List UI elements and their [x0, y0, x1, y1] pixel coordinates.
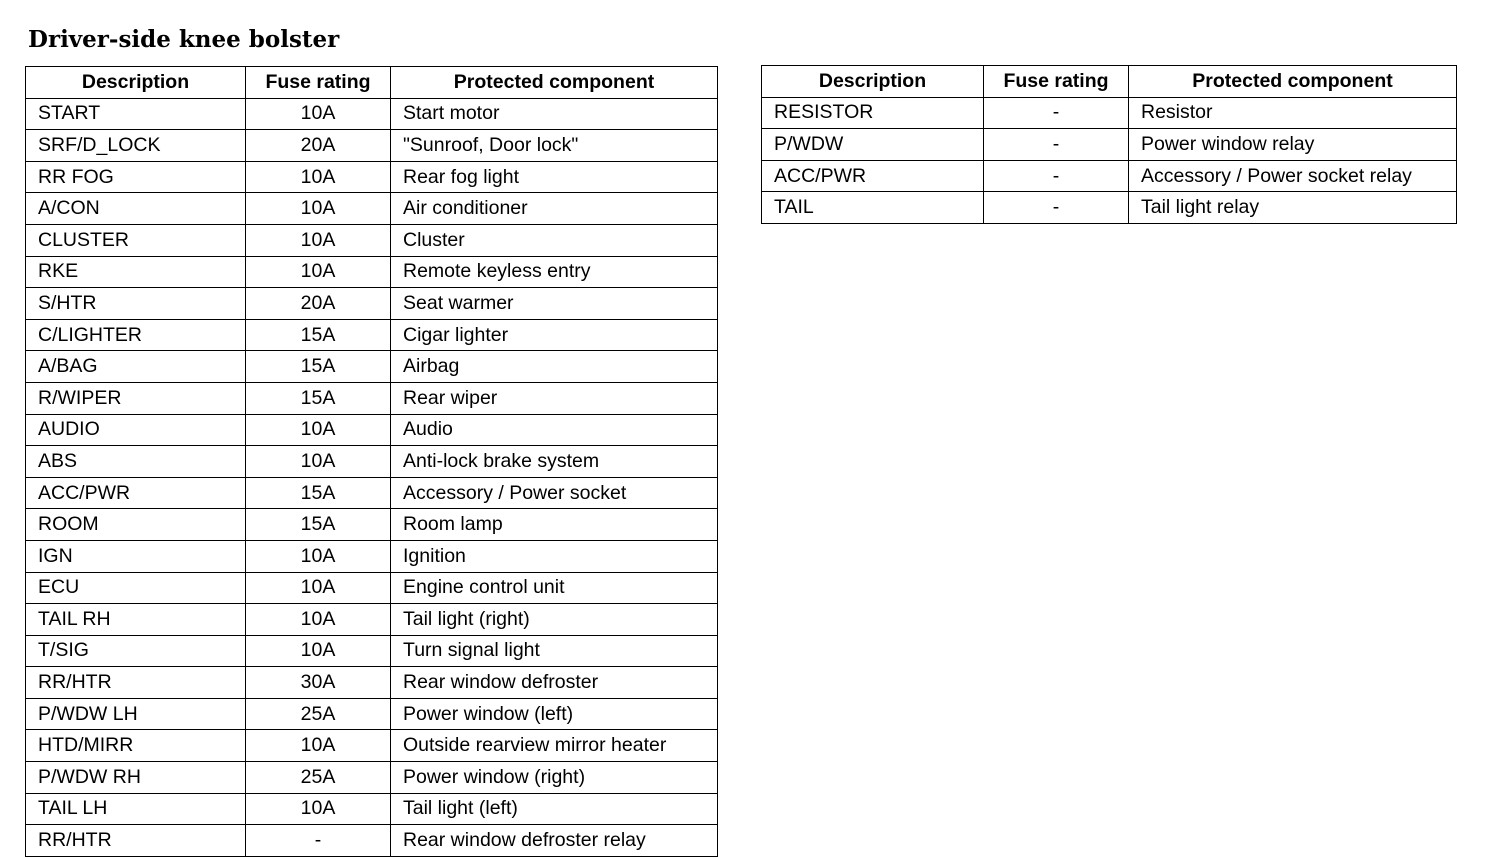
cell-description: HTD/MIRR	[26, 730, 246, 762]
table-header-row	[762, 66, 1457, 98]
cell-protected-component: Airbag	[391, 351, 718, 383]
cell-protected-component: Room lamp	[391, 509, 718, 541]
cell-description: TAIL	[762, 192, 984, 224]
table-row	[26, 351, 718, 383]
cell-description: R/WIPER	[26, 382, 246, 414]
cell-description: S/HTR	[26, 288, 246, 320]
column-header-description: Description	[26, 67, 246, 99]
column-header-protected-component: Protected component	[1129, 66, 1457, 98]
cell-fuse-rating: -	[984, 160, 1129, 192]
cell-fuse-rating: 20A	[246, 130, 391, 162]
cell-fuse-rating: 10A	[246, 793, 391, 825]
cell-description: RR FOG	[26, 161, 246, 193]
cell-protected-component: Power window relay	[1129, 129, 1457, 161]
cell-protected-component: Air conditioner	[391, 193, 718, 225]
table-row	[26, 477, 718, 509]
cell-protected-component: "Sunroof, Door lock"	[391, 130, 718, 162]
cell-description: ROOM	[26, 509, 246, 541]
cell-description: RKE	[26, 256, 246, 288]
column-header-fuse-rating: Fuse rating	[984, 66, 1129, 98]
cell-description: ACC/PWR	[762, 160, 984, 192]
cell-fuse-rating: 15A	[246, 351, 391, 383]
cell-protected-component: Resistor	[1129, 97, 1457, 129]
table-row	[26, 572, 718, 604]
cell-description: ACC/PWR	[26, 477, 246, 509]
cell-description: RR/HTR	[26, 825, 246, 857]
cell-protected-component: Anti-lock brake system	[391, 446, 718, 478]
cell-fuse-rating: 15A	[246, 382, 391, 414]
cell-fuse-rating: -	[984, 129, 1129, 161]
cell-protected-component: Outside rearview mirror heater	[391, 730, 718, 762]
table-row	[26, 193, 718, 225]
cell-protected-component: Tail light (left)	[391, 793, 718, 825]
cell-description: ABS	[26, 446, 246, 478]
cell-description: A/CON	[26, 193, 246, 225]
cell-protected-component: Accessory / Power socket relay	[1129, 160, 1457, 192]
cell-protected-component: Tail light (right)	[391, 604, 718, 636]
cell-protected-component: Cluster	[391, 224, 718, 256]
cell-protected-component: Power window (right)	[391, 762, 718, 794]
table-row	[762, 192, 1457, 224]
cell-protected-component: Engine control unit	[391, 572, 718, 604]
cell-fuse-rating: 10A	[246, 414, 391, 446]
cell-description: START	[26, 98, 246, 130]
cell-description: P/WDW	[762, 129, 984, 161]
cell-fuse-rating: 20A	[246, 288, 391, 320]
cell-description: RR/HTR	[26, 667, 246, 699]
table-row	[26, 509, 718, 541]
cell-protected-component: Tail light relay	[1129, 192, 1457, 224]
cell-protected-component: Rear window defroster	[391, 667, 718, 699]
table-row	[26, 762, 718, 794]
page-title: Driver-side knee bolster	[28, 26, 340, 53]
table-row	[26, 382, 718, 414]
table-header-row	[26, 67, 718, 99]
cell-protected-component: Cigar lighter	[391, 319, 718, 351]
table-row	[26, 98, 718, 130]
cell-protected-component: Rear fog light	[391, 161, 718, 193]
cell-fuse-rating: 10A	[246, 98, 391, 130]
table-row	[762, 160, 1457, 192]
table-row	[762, 97, 1457, 129]
cell-fuse-rating: 10A	[246, 604, 391, 636]
table-row	[26, 288, 718, 320]
cell-fuse-rating: 30A	[246, 667, 391, 699]
fuse-table-right	[761, 65, 1457, 224]
cell-fuse-rating: 10A	[246, 224, 391, 256]
cell-description: TAIL LH	[26, 793, 246, 825]
table-row	[26, 667, 718, 699]
cell-fuse-rating: 10A	[246, 730, 391, 762]
cell-protected-component: Rear window defroster relay	[391, 825, 718, 857]
cell-description: TAIL RH	[26, 604, 246, 636]
cell-protected-component: Accessory / Power socket	[391, 477, 718, 509]
cell-protected-component: Rear wiper	[391, 382, 718, 414]
fuse-table-left	[25, 66, 718, 857]
table-row	[26, 604, 718, 636]
cell-fuse-rating: -	[246, 825, 391, 857]
cell-description: SRF/D_LOCK	[26, 130, 246, 162]
cell-protected-component: Start motor	[391, 98, 718, 130]
cell-protected-component: Ignition	[391, 540, 718, 572]
cell-description: T/SIG	[26, 635, 246, 667]
table-row	[26, 414, 718, 446]
cell-fuse-rating: -	[984, 97, 1129, 129]
cell-fuse-rating: 15A	[246, 477, 391, 509]
table-row	[26, 319, 718, 351]
cell-fuse-rating: 15A	[246, 509, 391, 541]
cell-protected-component: Power window (left)	[391, 698, 718, 730]
cell-description: ECU	[26, 572, 246, 604]
table-row	[26, 730, 718, 762]
cell-fuse-rating: 10A	[246, 540, 391, 572]
table-row	[26, 825, 718, 857]
cell-protected-component: Audio	[391, 414, 718, 446]
cell-fuse-rating: 10A	[246, 446, 391, 478]
cell-description: RESISTOR	[762, 97, 984, 129]
table-row	[26, 540, 718, 572]
cell-fuse-rating: 10A	[246, 161, 391, 193]
column-header-fuse-rating: Fuse rating	[246, 67, 391, 99]
cell-description: P/WDW LH	[26, 698, 246, 730]
cell-fuse-rating: 15A	[246, 319, 391, 351]
cell-description: AUDIO	[26, 414, 246, 446]
table-row	[26, 256, 718, 288]
cell-description: P/WDW RH	[26, 762, 246, 794]
cell-protected-component: Seat warmer	[391, 288, 718, 320]
cell-description: IGN	[26, 540, 246, 572]
cell-fuse-rating: 25A	[246, 762, 391, 794]
table-row	[26, 698, 718, 730]
table-row	[26, 635, 718, 667]
cell-description: CLUSTER	[26, 224, 246, 256]
table-row	[26, 793, 718, 825]
table-row	[26, 446, 718, 478]
cell-description: C/LIGHTER	[26, 319, 246, 351]
cell-description: A/BAG	[26, 351, 246, 383]
table-row	[762, 129, 1457, 161]
cell-fuse-rating: 10A	[246, 193, 391, 225]
cell-protected-component: Remote keyless entry	[391, 256, 718, 288]
cell-fuse-rating: 10A	[246, 256, 391, 288]
cell-fuse-rating: 25A	[246, 698, 391, 730]
column-header-protected-component: Protected component	[391, 67, 718, 99]
cell-fuse-rating: -	[984, 192, 1129, 224]
table-row	[26, 130, 718, 162]
cell-fuse-rating: 10A	[246, 635, 391, 667]
cell-protected-component: Turn signal light	[391, 635, 718, 667]
table-row	[26, 161, 718, 193]
cell-fuse-rating: 10A	[246, 572, 391, 604]
column-header-description: Description	[762, 66, 984, 98]
table-row	[26, 224, 718, 256]
